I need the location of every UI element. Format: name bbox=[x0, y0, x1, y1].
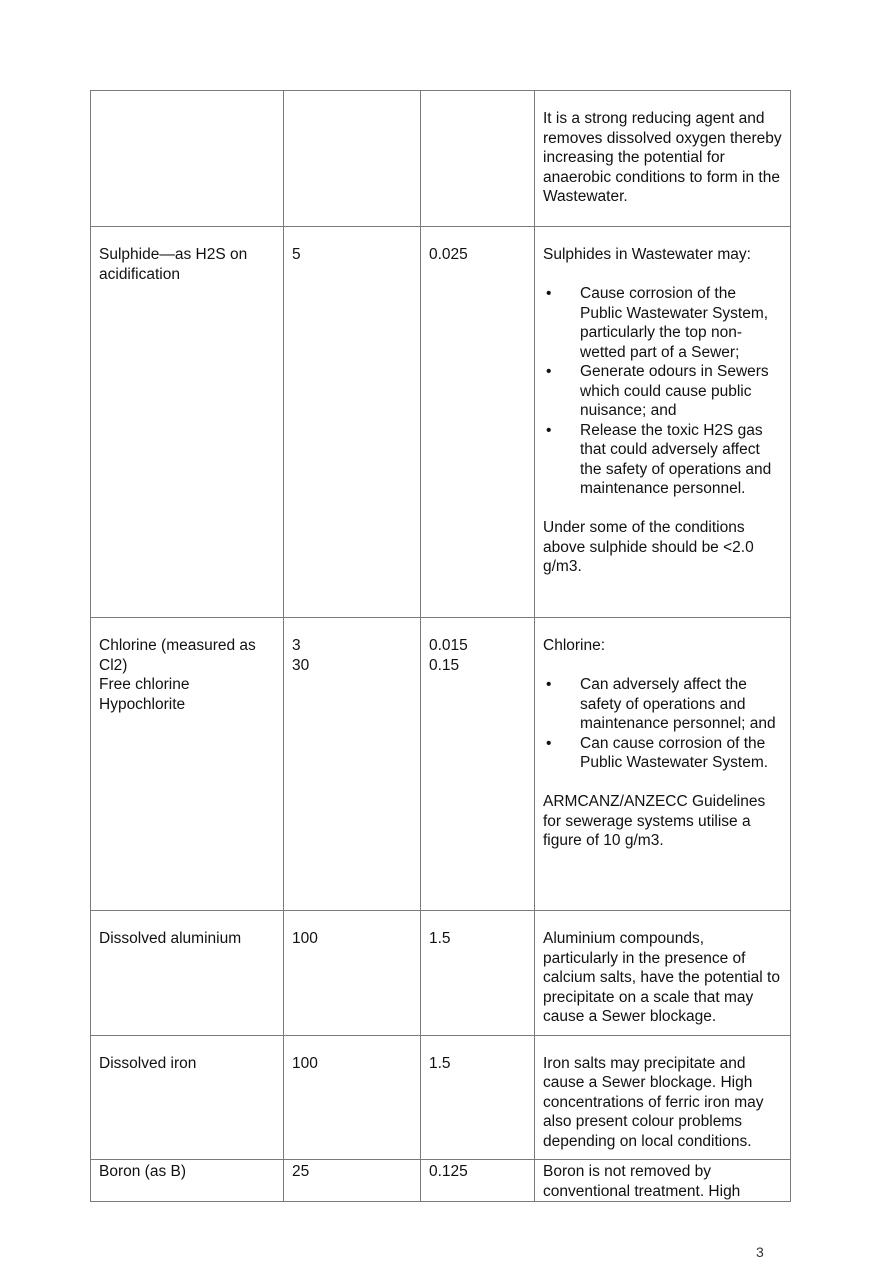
load-value: 0.15 bbox=[429, 656, 460, 674]
bullet-item: • Cause corrosion of the Public Wastewater System, particularly the top non- wetted part of a Sewer; bbox=[580, 284, 782, 362]
limit-cell bbox=[284, 91, 421, 227]
table-row bbox=[91, 91, 791, 227]
load-cell bbox=[421, 227, 535, 618]
notes-bullet-list bbox=[543, 675, 782, 773]
parameter-name: Boron (as B) bbox=[99, 1163, 187, 1180]
limit-cell bbox=[284, 618, 421, 911]
load-value: 1.5 bbox=[429, 1054, 451, 1072]
notes-cell bbox=[535, 618, 791, 911]
notes-text: It is a strong reducing agent and removes dissolved oxygen thereby increasing the potential for anaerobic conditions to form in the Wastewater. bbox=[543, 110, 782, 205]
parameter-name: Sulphide—as H2S on acidification bbox=[99, 246, 248, 283]
load-value: 0.125 bbox=[429, 1163, 468, 1180]
limit-value: 3 bbox=[292, 637, 301, 654]
notes-intro: Chlorine: bbox=[543, 637, 606, 654]
limit-cell bbox=[284, 227, 421, 618]
notes-outro: ARMCANZ/ANZECC Guidelines for sewerage systems utilise a figure of 10 g/m3. bbox=[543, 793, 766, 849]
parameter-cell bbox=[91, 227, 284, 618]
limit-value: 100 bbox=[292, 1054, 318, 1072]
parameter-name: Dissolved aluminium bbox=[99, 930, 242, 947]
load-cell bbox=[421, 1160, 535, 1202]
notes-text: Aluminium compounds, particularly in the presence of calcium salts, have the potential to precipitate on a scale that may cause a Sewer blockage. bbox=[543, 930, 780, 1025]
limit-value: 5 bbox=[292, 246, 301, 263]
notes-outro: Under some of the conditions above sulphide should be <2.0 g/m3. bbox=[543, 519, 754, 575]
notes-text: Boron is not removed by conventional treatment. High bbox=[543, 1163, 741, 1200]
limit-cell bbox=[284, 911, 421, 1036]
bullet-item: • Can cause corrosion of the Public Wastewater System. bbox=[580, 734, 782, 773]
parameter-subname: Hypochlorite bbox=[99, 695, 186, 713]
parameter-cell bbox=[91, 911, 284, 1036]
load-cell bbox=[421, 911, 535, 1036]
bullet-item: • Generate odours in Sewers which could cause public nuisance; and bbox=[580, 362, 782, 421]
parameter-cell bbox=[91, 1160, 284, 1202]
notes-bullet-list bbox=[543, 284, 782, 499]
limit-cell bbox=[284, 1035, 421, 1160]
load-value: 0.015 bbox=[429, 637, 468, 654]
notes-intro: Sulphides in Wastewater may: bbox=[543, 246, 751, 263]
limit-value: 25 bbox=[292, 1163, 310, 1180]
parameter-table bbox=[90, 90, 791, 1202]
notes-cell bbox=[535, 1035, 791, 1160]
notes-cell bbox=[535, 227, 791, 618]
load-value: 1.5 bbox=[429, 930, 451, 947]
parameter-subname: Free chlorine bbox=[99, 676, 190, 693]
load-cell bbox=[421, 91, 535, 227]
page-number: 3 bbox=[756, 1244, 764, 1260]
load-cell bbox=[421, 1035, 535, 1160]
table-row bbox=[91, 227, 791, 618]
limit-value: 30 bbox=[292, 656, 310, 674]
load-value: 0.025 bbox=[429, 246, 468, 263]
table-row bbox=[91, 618, 791, 911]
parameter-name: Chlorine (measured as Cl2) bbox=[99, 637, 256, 674]
table-row bbox=[91, 911, 791, 1036]
parameter-cell bbox=[91, 618, 284, 911]
parameter-name: Dissolved iron bbox=[99, 1054, 197, 1072]
bullet-item: • Can adversely affect the safety of operations and maintenance personnel; and bbox=[580, 675, 782, 734]
parameter-cell bbox=[91, 91, 284, 227]
notes-text: Iron salts may precipitate and cause a Sewer blockage. High concentrations of ferric iron may also present colour problems depending on local conditions. bbox=[543, 1054, 764, 1150]
limit-cell bbox=[284, 1160, 421, 1202]
limit-value: 100 bbox=[292, 930, 318, 947]
table-row bbox=[91, 1035, 791, 1160]
table-row bbox=[91, 1160, 791, 1202]
notes-cell bbox=[535, 91, 791, 227]
notes-cell bbox=[535, 1160, 791, 1202]
bullet-item: • Release the toxic H2S gas that could adversely affect the safety of operations and maintenance personnel. bbox=[580, 421, 782, 499]
parameter-cell bbox=[91, 1035, 284, 1160]
notes-cell bbox=[535, 911, 791, 1036]
load-cell bbox=[421, 618, 535, 911]
